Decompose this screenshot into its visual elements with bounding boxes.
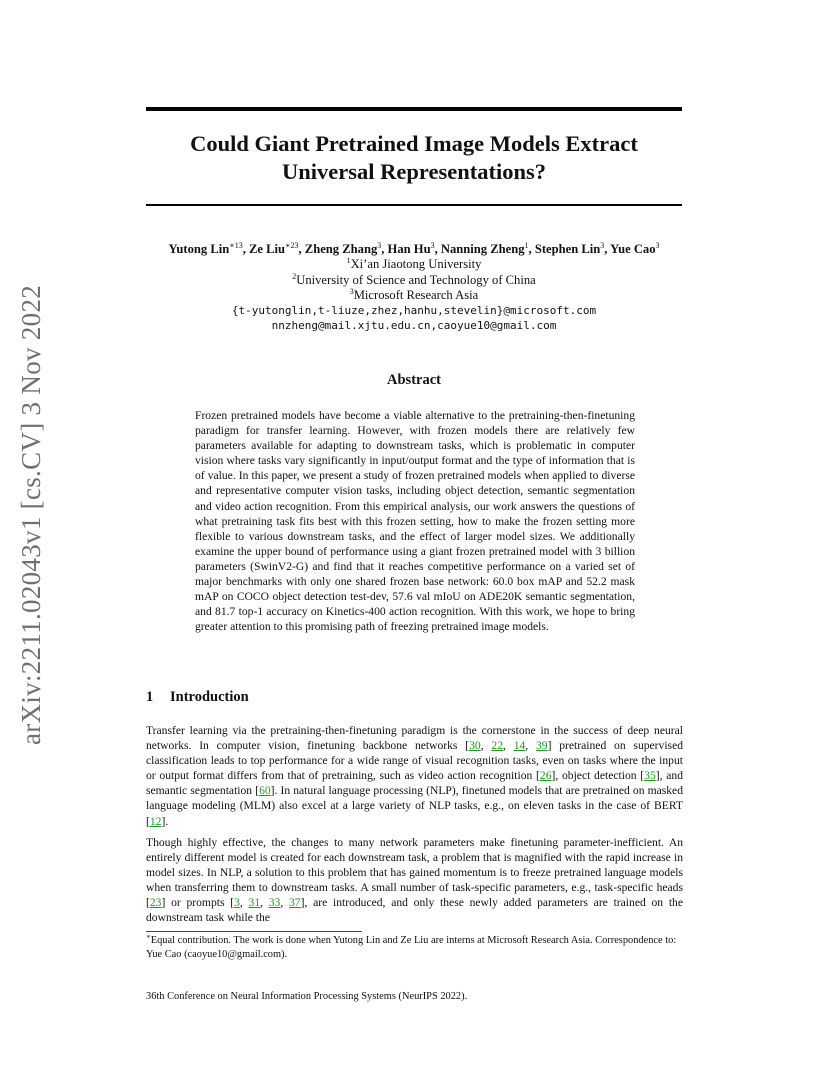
arxiv-stamp-text: arXiv:2211.02043v1 [cs.CV] 3 Nov 2022 bbox=[16, 284, 46, 745]
affiliation-name: University of Science and Technology of China bbox=[296, 272, 536, 287]
citation-link[interactable]: 37 bbox=[288, 896, 301, 910]
citation-link[interactable]: 22 bbox=[491, 739, 503, 753]
author-block bbox=[146, 242, 682, 334]
citation-link[interactable]: 26 bbox=[539, 769, 552, 783]
citation-link[interactable]: 33 bbox=[268, 896, 281, 910]
citation-link[interactable]: 30 bbox=[469, 739, 481, 753]
arxiv-identifier-stamp bbox=[14, 285, 48, 745]
title-line-1: Could Giant Pretrained Image Models Extract bbox=[190, 131, 638, 156]
section-heading bbox=[146, 689, 249, 706]
email-line: {t-yutonglin,t-liuze,zhez,hanhu,stevelin}@microsoft.com bbox=[231, 304, 597, 318]
author-affiliation-mark: 3 bbox=[600, 240, 605, 250]
introduction-body bbox=[146, 723, 683, 931]
citation-link[interactable]: 35 bbox=[644, 769, 656, 783]
citation-link[interactable]: 23 bbox=[149, 896, 162, 910]
author-name: Han Hu bbox=[387, 242, 431, 256]
footnote bbox=[146, 934, 683, 962]
title-top-rule bbox=[146, 107, 682, 111]
affiliation-line bbox=[146, 273, 682, 288]
affiliation-mark: 1 bbox=[346, 256, 351, 266]
citation-link[interactable]: 31 bbox=[248, 896, 261, 910]
title-bottom-rule bbox=[146, 204, 682, 206]
affiliation-name: Microsoft Research Asia bbox=[353, 287, 479, 302]
citation-link[interactable]: 14 bbox=[513, 739, 526, 753]
abstract-heading: Abstract bbox=[387, 372, 441, 388]
email-list bbox=[146, 303, 682, 334]
author-name: Ze Liu bbox=[249, 242, 286, 256]
footnote-rule bbox=[146, 931, 362, 932]
abstract-text: Frozen pretrained models have become a viable alternative to the pretraining-then-finetuning paradigm for transfer learning. However, with frozen models there are relatively few parameters available for adapting to downstream tasks, which is problematic in computer vision where tasks vary significantly in input/output format and the type of information that is of value. In this paper, we present a study of frozen pretrained models when applied to diverse and representative computer vision tasks, including object detection, semantic segmentation and video action recognition. From this empirical analysis, our work answers the questions of what pretraining task fits best with this frozen setting, how to make the frozen setting more flexible to various downstream tasks, and the effect of larger model sizes. We additionally examine the upper bound of performance using a giant frozen pretrained model with 3 billion parameters (SwinV2-G) and find that it reaches competitive performance on a varied set of major benchmarks with only one shared frozen base network: 60.0 box mAP and 52.2 mask mAP on COCO object detection test-dev, 57.6 val mIoU on ADE20K semantic segmentation, and 81.7 top-1 accuracy on Kinetics-400 action recognition. With this work, we hope to bring greater attention to this promising path of freezing pretrained image models. bbox=[195, 409, 635, 634]
author-name: Yue Cao bbox=[610, 242, 656, 256]
author-name: Nanning Zheng bbox=[440, 242, 525, 256]
affiliation-list bbox=[146, 257, 682, 303]
affiliation-mark: 2 bbox=[292, 271, 297, 281]
citation-link[interactable]: 39 bbox=[536, 739, 548, 753]
author-affiliation-mark: 3 bbox=[377, 240, 382, 250]
author-affiliation-mark: 1 bbox=[524, 240, 529, 250]
affiliation-name: Xi’an Jiaotong University bbox=[350, 257, 482, 272]
citation-link[interactable]: 3 bbox=[234, 896, 240, 910]
paper-title bbox=[146, 130, 682, 186]
author-affiliation-mark: 3 bbox=[430, 240, 435, 250]
author-affiliation-mark: ∗13 bbox=[229, 240, 243, 250]
author-name: Stephen Lin bbox=[534, 242, 601, 256]
title-line-2: Universal Representations? bbox=[282, 159, 546, 184]
author-list: Yutong Lin$^{∗13}$, Ze Liu$^{∗23}$, Zheng Zhang$^3$, Han Hu$^3$, Nanning Zheng$^1$, Stephen Lin$^3$, Yue Cao$^3$ bbox=[168, 240, 660, 256]
section-title: Introduction bbox=[170, 689, 249, 705]
intro-paragraph-1: Transfer learning via the pretraining-then-finetuning paradigm is the cornerstone in the success of deep neural networks. In computer vision, finetuning backbone networks [30, 22, 14, 39] pretrained on supervised classification leads to top performance for a wide range of visual recognition tasks, even on tasks where the input or output format differs from that of pretraining, such as video action recognition [26], object detection [35], and semantic segmentation [60]. In natural language processing (NLP), finetuned models that are pretrained on masked language modeling (MLM) also excel at a large variety of NLP tasks, e.g., on eleven tasks in the case of BERT [12]. bbox=[146, 724, 684, 828]
affiliation-line bbox=[146, 257, 682, 272]
author-affiliation-mark: 3 bbox=[655, 240, 660, 250]
author-name: Yutong Lin bbox=[168, 242, 230, 256]
email-line: nnzheng@mail.xjtu.edu.cn,caoyue10@gmail.com bbox=[271, 319, 557, 333]
footnote-mark: ∗ bbox=[146, 932, 151, 941]
citation-link[interactable]: 60 bbox=[259, 784, 271, 798]
intro-paragraph-2: Though highly effective, the changes to many network parameters make finetuning parameter-inefficient. An entirely different model is created for each downstream task, a problem that is magnified with the rapid increase in model sizes. In NLP, a solution to this problem that has gained momentum is to freeze pretrained language models when transferring them to downstream tasks. A small number of task-specific parameters, e.g., task-specific heads [23] or prompts [3, 31, 33, 37], are introduced, and only these newly added parameters are trained on the downstream task while the bbox=[146, 835, 684, 925]
affiliation-mark: 3 bbox=[349, 286, 354, 296]
section-number: 1 bbox=[146, 689, 154, 705]
citation-link[interactable]: 12 bbox=[149, 814, 162, 828]
affiliation-line bbox=[146, 288, 682, 303]
author-affiliation-mark: ∗23 bbox=[285, 240, 299, 250]
footnote-text: Equal contribution. The work is done when Yutong Lin and Ze Liu are interns at Microsoft Research Asia. Correspondence to: Yue Cao (caoyue10@gmail.com). bbox=[146, 935, 677, 960]
venue-line: 36th Conference on Neural Information Processing Systems (NeurIPS 2022). bbox=[146, 991, 468, 1002]
author-name: Zheng Zhang bbox=[304, 242, 378, 256]
